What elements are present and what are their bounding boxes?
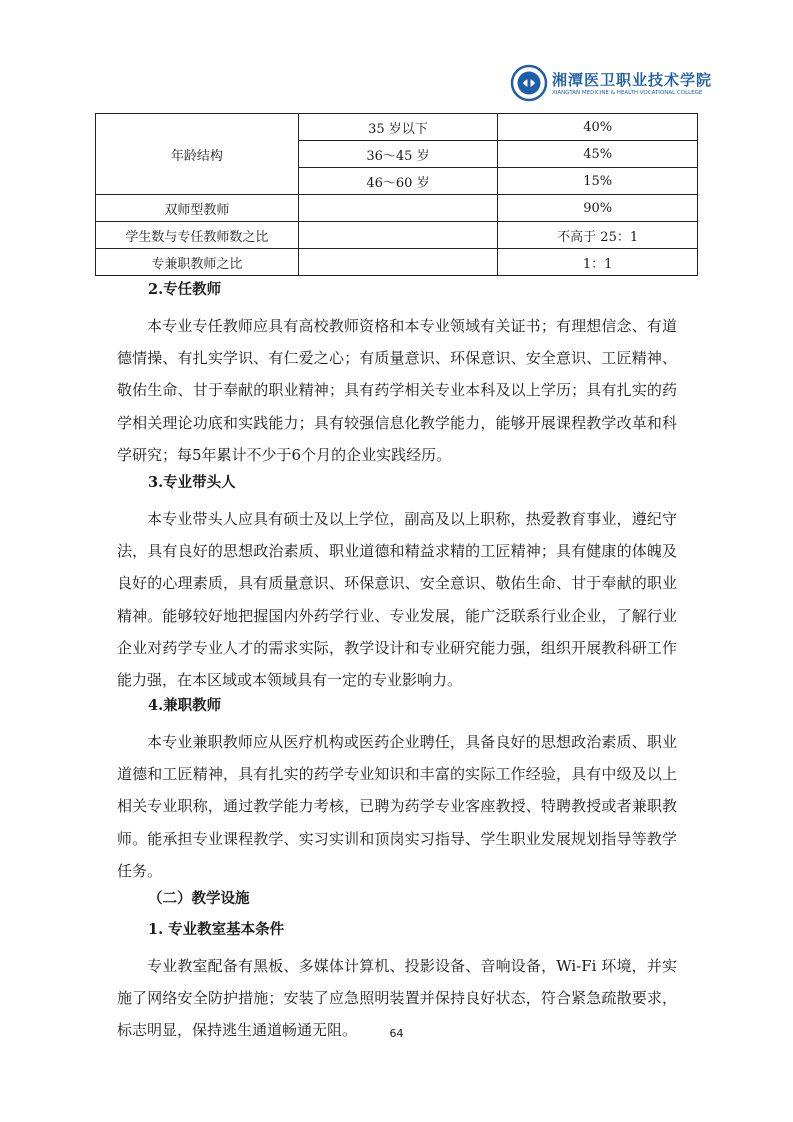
table-row (96, 249, 698, 276)
row-value-cell: 不高于 25：1 (498, 222, 698, 249)
table-row (96, 114, 698, 141)
age-range-cell: 36～45 岁 (298, 141, 498, 168)
teaching-facilities-heading: （二）教学设施 (148, 890, 250, 907)
age-value-cell: 15% (498, 168, 698, 195)
age-range-cell: 46～60 岁 (298, 168, 498, 195)
page-number: 64 (389, 1027, 404, 1040)
row-value-cell: 90% (498, 195, 698, 222)
row-label-cell: 学生数与专任教师数之比 (96, 222, 299, 249)
part-time-teachers-heading: 4.兼职教师 (148, 697, 222, 714)
part-time-teachers-paragraph: 本专业兼职教师应从医疗机构或医药企业聘任，具备良好的思想政治素质、职业道德和工匠精神，具有扎实的药学专业知识和丰富的实际工作经验，具有中级及以上相关专业职称，通过教学能力考核，已聘为药学专业客座教授、特聘教授或者兼职教师。能承担专业课程教学、实习实训和顶岗实习指导、学生职业发展规划指导等教学任务。 (117, 733, 677, 880)
row-label-cell: 双师型教师 (96, 195, 299, 222)
age-value-cell: 45% (498, 141, 698, 168)
classroom-conditions-paragraph: 专业教室配备有黑板、多媒体计算机、投影设备、音响设备，Wi-Fi 环境，并实施了网络安全防护措施；安装了应急照明装置并保持良好状态，符合紧急疏散要求，标志明显，保持逃生通道畅通无阻。 (117, 957, 677, 1040)
full-time-teachers-heading: 2.专任教师 (148, 281, 222, 298)
row-value-cell: 1：1 (498, 249, 698, 276)
table-row (96, 222, 698, 249)
college-name-en: XIANGTAN MEDICINE & HEALTH VOCATIONAL COLLEGE (552, 90, 703, 96)
college-emblem-icon (510, 64, 548, 102)
table-row (96, 195, 698, 222)
faculty-structure-table (95, 113, 698, 276)
row-label-cell: 专兼职教师之比 (96, 249, 299, 276)
row-mid-cell (298, 222, 498, 249)
classroom-conditions-heading: 1. 专业教室基本条件 (148, 921, 285, 938)
row-mid-cell (298, 249, 498, 276)
program-leader-paragraph: 本专业带头人应具有硕士及以上学位，副高及以上职称，热爱教育事业，遵纪守法，具有良好的思想政治素质、职业道德和精益求精的工匠精神；具有健康的体魄及良好的心理素质，具有质量意识、环保意识、安全意识、敬佑生命、甘于奉献的职业精神。能够较好地把握国内外药学行业、专业发展，能广泛联系行业企业，了解行业企业对药学专业人才的需求实际，教学设计和专业研究能力强，组织开展教科研工作能力强，在本区域或本领域具有一定的专业影响力。 (117, 510, 677, 690)
college-logo (510, 64, 713, 104)
program-leader-heading: 3.专业带头人 (148, 474, 236, 491)
age-range-cell: 35 岁以下 (298, 114, 498, 141)
age-structure-label: 年龄结构 (96, 114, 299, 195)
row-mid-cell (298, 195, 498, 222)
full-time-teachers-paragraph: 本专业专任教师应具有高校教师资格和本专业领域有关证书；有理想信念、有道德情操、有扎实学识、有仁爱之心；有质量意识、环保意识、安全意识、工匠精神、敬佑生命、甘于奉献的职业精神；具有药学相关专业本科及以上学历；具有扎实的药学相关理论功底和实践能力；具有较强信息化教学能力，能够开展课程教学改革和科学研究；每5年累计不少于6个月的企业实践经历。 (117, 317, 677, 464)
college-name-cn: 湘潭医卫职业技术学院 (552, 71, 713, 89)
age-value-cell: 40% (498, 114, 698, 141)
